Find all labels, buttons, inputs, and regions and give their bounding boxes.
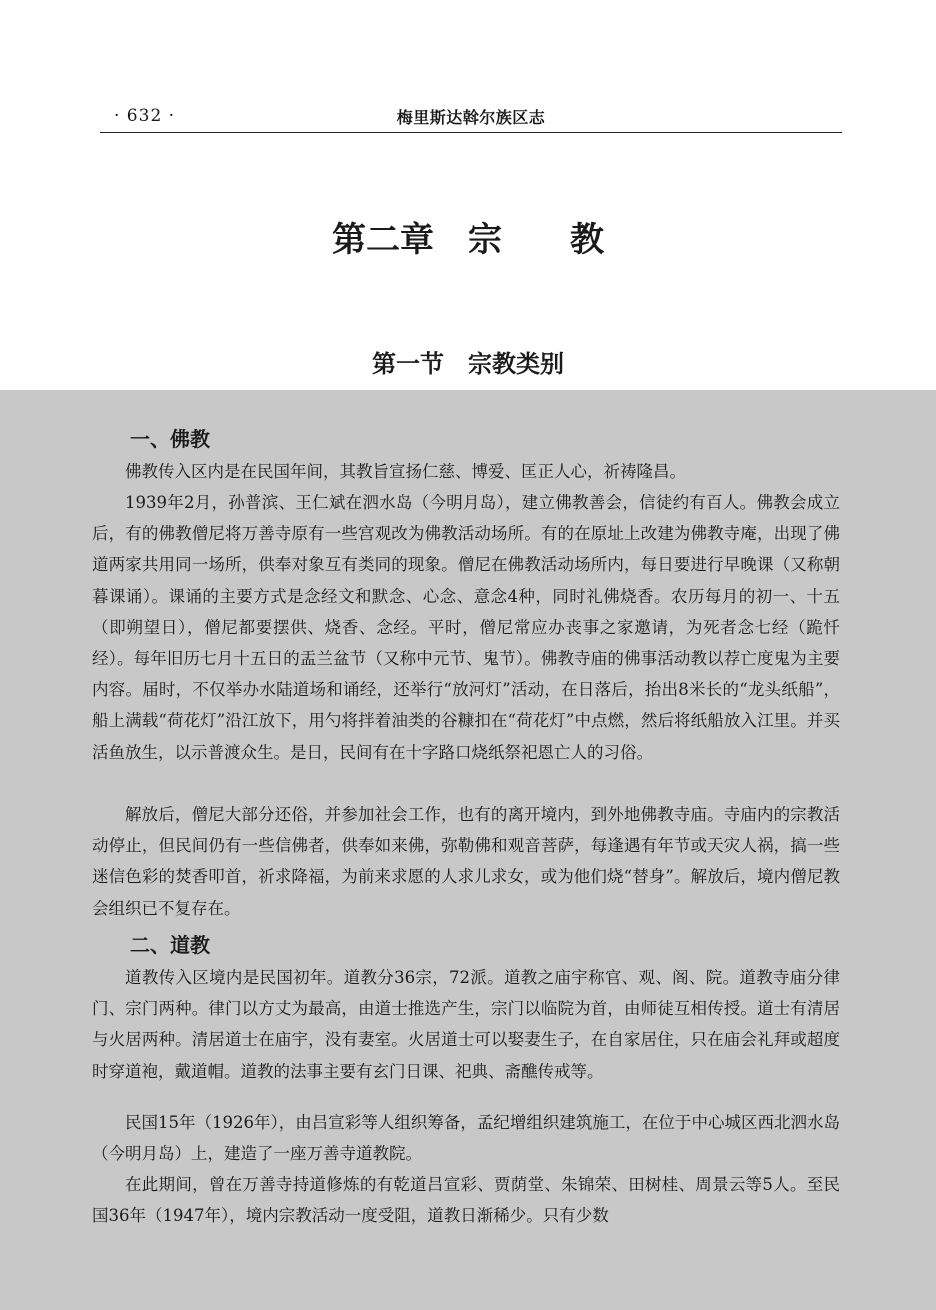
paragraph: 道教传入区境内是民国初年。道教分36宗，72派。道教之庙宇称官、观、阁、院。道教寺庙分律门、宗门两种。律门以方丈为最高，由道士推选产生，宗门以临院为首，由师徒互相传授。道士有清居与火居两种。清居道士在庙宇，没有妻室。火居道士可以娶妻生子，在自家居住，只在庙会礼拜或超度时穿道袍，戴道帽。道教的法事主要有玄门日课、祀典、斋醮传戒等。 [92,968,840,1081]
subsection-heading-buddhism: 一、佛教 [130,427,210,451]
chapter-title: 第二章 宗 教 [332,220,604,260]
paragraph: 1939年2月，孙普滨、王仁斌在泗水岛（今明月岛），建立佛教善会，信徒约有百人。佛教会成立后，有的佛教僧尼将万善寺原有一些宫观改为佛教活动场所。有的在原址上改建为佛教寺庵，出现了佛道两家共用同一场所，供奉对象互有类同的现象。僧尼在佛教活动场所内，每日要进行早晚课（又称朝暮课诵）。课诵的主要方式是念经文和默念、心念、意念4种，同时礼佛烧香。农历每月的初一、十五（即朔望日），僧尼都要摆供、烧香、念经。平时，僧尼常应办丧事之家邀请，为死者念七经（跪忏经）。每年旧历七月十五日的盂兰盆节（又称中元节、鬼节）。佛教寺庙的佛事活动教以荐亡度鬼为主要内容。届时，不仅举办水陆道场和诵经，还举行“放河灯”活动，在日落后，抬出8米长的“龙头纸船”，船上满载“荷花灯”沿江放下，用勺将拌着油类的谷糠扣在“荷花灯”中点燃，然后将纸船放入江里。并买活鱼放生，以示普渡众生。是日，民间有在十字路口烧纸祭祀恩亡人的习俗。 [92,493,840,762]
section-title: 第一节 宗教类别 [372,350,564,378]
subsection-heading-taoism: 二、道教 [130,933,210,957]
paragraph: 佛教传入区内是在民国年间，其教旨宣扬仁慈、博爱、匡正人心，祈祷隆昌。 [125,462,686,481]
paragraph: 解放后，僧尼大部分还俗，并参加社会工作，也有的离开境内，到外地佛教寺庙。寺庙内的宗教活动停止，但民间仍有一些信佛者，供奉如来佛，弥勒佛和观音菩萨，每逢遇有年节或天灾人祸，搞一些迷信色彩的焚香叩首，祈求降福，为前来求愿的人求儿求女，或为他们烧“替身”。解放后，境内僧尼教会组织已不复存在。 [92,805,840,918]
running-head [100,102,842,133]
paragraph: 在此期间，曾在万善寺持道修炼的有乾道吕宣彩、贾荫堂、朱锦荣、田树桂、周景云等5人。至民国36年（1947年），境内宗教活动一度受阻，道教日渐稀少。只有少数 [92,1175,840,1226]
page-number: · 632 · [114,106,176,126]
paragraph: 民国15年（1926年），由吕宣彩等人组织筹备，孟纪增组织建筑施工，在位于中心城区西北泗水岛（今明月岛）上，建造了一座万善寺道教院。 [92,1113,840,1164]
book-title: 梅里斯达斡尔族区志 [396,108,546,127]
